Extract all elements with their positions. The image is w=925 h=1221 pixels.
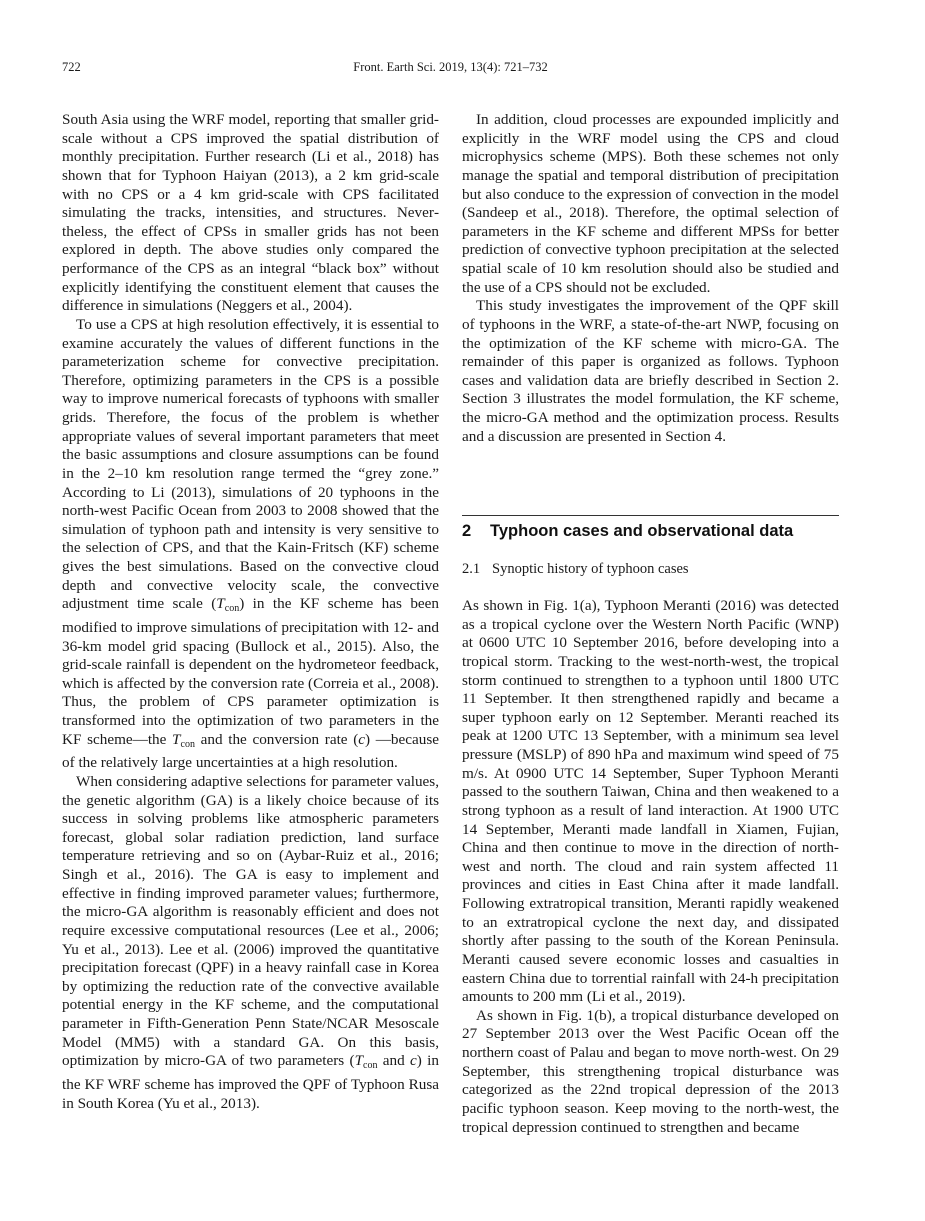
paragraph-text: ) in the KF scheme has been modified to improve simulations of precipitation with 12- and 36-km model grid spacing (Bullock et al., 2015). Also, the grid-scale rainfall is dependent on the hydrometeor feedback, which is affected by the conversion rate (Correia et al., 2008). Thus, the problem of CPS parameter optimization is transformed into the optimization of two parameters in the KF scheme—the — [62, 595, 439, 748]
subsection-number: 2.1 — [462, 561, 481, 577]
page-number: 722 — [62, 60, 81, 74]
section-heading — [462, 520, 839, 542]
paragraph-study-outline — [462, 297, 839, 446]
section-rule — [462, 515, 839, 516]
section-title: Typhoon cases and observational data — [490, 522, 794, 540]
paragraph-text: and — [377, 1052, 411, 1070]
paragraph-fig1b — [462, 1007, 839, 1137]
paragraph-text: In addition, cloud processes are expounded implicitly and explicitly in the WRF model using the CPS and cloud microphysics scheme (MPS). Both these schemes not only manage the spatial and temporal distribution of precipitation but also conduce to the expression of convection in the model (Sandeep et al., 2018). Therefore, the optimal selection of parameters in the KF scheme and different MPSs for better prediction of convective typhoon precipitation at the selected spatial scale of 10 km resolution should also be studied and the use of a CPS should not be excluded. — [462, 111, 839, 296]
subscript-con: con — [224, 603, 240, 615]
paragraph-text: ) in the KF WRF scheme has improved the QPF of Typhoon Rusa in South Korea (Yu et al., 2013). — [62, 1052, 439, 1112]
paragraph-text: South Asia using the WRF model, reporting that smaller grid-scale without a CPS improved the spatial distribution of monthly precipitation. Further research (Li et al., 2018) has shown that for Typhoon Haiyan (2013), a 2 km grid-scale with no CPS or a 4 km grid-scale with CPS facilitated simulating the tracks, intensities, and structures. Nevertheless, the effect of CPSs in smaller grids has not been explored in depth. The above studies only compared the performance of the CPS as an integral “black box” without explicitly identifying the constituent element that causes the difference in simulations (Neggers et al., 2004). — [62, 111, 439, 315]
paragraph-genetic-algorithm — [62, 773, 439, 1113]
right-column-upper — [462, 111, 839, 446]
right-column-lower — [462, 597, 839, 1137]
symbol-t-con — [216, 595, 240, 615]
paragraph-text: To use a CPS at high resolution effectively, it is essential to examine accurately the values of different functions in the parameterization scheme for convective precipitation. Therefore, optimizing parameters in the CPS is a possible way to improve numerical forecasts of typhoons with smaller grids. Therefore, the focus of the problem is whether appropriate values of several important parameters that meet the basic assumptions and closure assumptions can be found in the 2–10 km resolution range termed the “grey zone.” According to Li (2013), simulations of 20 typhoons in the north-west Pacific Ocean from 2003 to 2008 showed that the simulation of typhoon path and intensity is very sensitive to the selection of CPS, and that the Kain-Fritsch (KF) scheme gives the best simulations. Based on the convective cloud depth and convective velocity scale, the convective adjustment time scale ( — [62, 315, 439, 613]
subsection-title: Synoptic history of typhoon cases — [492, 561, 689, 577]
running-header — [62, 57, 839, 77]
symbol-t-con — [172, 731, 195, 748]
paragraph-text: ) —because of the relatively large uncertainties at a high resolution. — [62, 730, 439, 772]
symbol-c: c — [358, 730, 366, 748]
symbol-t-con — [354, 1052, 378, 1072]
paragraph-text: and the conversion rate ( — [194, 730, 359, 748]
paragraph-text: As shown in Fig. 1(a), Typhoon Meranti (2016) was detected as a tropical cyclone over the Western North Pacific (WNP) at 0600 UTC 10 September 2016, before developing into a tropical storm. Tracking to the west-north-west, the tropical storm continued to strengthen to a typhoon until 1800 UTC 11 September. It then strengthened rapidly and became a super typhoon early on 12 September. Meranti reached its peak at 1200 UTC 13 September, with a minimum sea level pressure (MSLP) of 890 hPa and maximum wind speed of 75 m/s. At 0900 UTC 14 September, Super Typhoon Meranti passed to the southern Taiwan, China and then weakened to a strong typhoon as a result of land interaction. At 1900 UTC 14 September, Meranti made landfall in Xiamen, Fujian, China and then continue to move in the direction of north-west and north. The cloud and rain system affected 11 provinces and cities in East China after it made landfall. Following extratropical transition, Meranti rapidly weakened to an extratropical cyclone the next day, and dissipated shortly after passing to the south of the Korean Peninsula. Meranti caused severe economic losses and casualties in eastern China due to torrential rainfall with 24-h precipitation amounts to 200 mm (Li et al., 2019). — [462, 597, 839, 1006]
paragraph-text: This study investigates the improvement of the QPF skill of typhoons in the WRF, a state-of-the-art NWP, focusing on the optimization of the KF scheme with micro-GA. The remainder of this paper is organized as follows. Typhoon cases and validation data are briefly described in Section 2. Section 3 illustrates the model formulation, the KF scheme, the micro-GA method and the optimization process. Results and a discussion are presented in Section 4. — [462, 297, 839, 445]
paragraph-text: When considering adaptive selections for parameter values, the genetic algorithm (GA) is a likely choice because of its success in solving problems like atmospheric parameters forecast, global solar radiation prediction, land surface temperature retrieving and so on (Aybar-Ruiz et al., 2016; Singh et al., 2016). The GA is easy to implement and effective in finding improved parameter values; furthermore, the micro-GA algorithm is reasonably efficient and does not require excessive computational resources (Lee et al., 2006; Yu et al., 2013). Lee et al. (2006) improved the quantitative precipitation forecast (QPF) in a heavy rainfall case in Korea by optimizing the reduction rate of the convective available potential energy in the KF scheme, and the computational parameter in Fifth-Generation Penn State/NCAR Mesoscale Model (MM5) with a standard GA. On this basis, optimization by micro-GA of two parameters ( — [62, 772, 439, 1070]
subscript-con: con — [180, 738, 195, 750]
journal-citation: Front. Earth Sci. 2019, 13(4): 721–732 — [353, 60, 548, 74]
symbol-t: T — [216, 595, 225, 613]
paragraph-meranti — [462, 597, 839, 1007]
section-number: 2 — [462, 522, 472, 540]
paragraph-text: As shown in Fig. 1(b), a tropical disturbance developed on 27 September 2013 over the West Pacific Ocean off the northern coast of Palau and began to move north-west. On 29 September, this strengthening tropical disturbance was categorized as the 22nd tropical depression of the 2013 pacific typhoon season. Keep moving to the north-west, the tropical depression continued to strengthen and became — [462, 1006, 839, 1136]
symbol-t: T — [354, 1052, 364, 1070]
subsection-heading — [462, 560, 839, 578]
paragraph-cps-high-resolution — [62, 316, 439, 773]
left-column — [62, 111, 439, 1113]
symbol-c: c — [410, 1052, 417, 1070]
symbol-t: T — [172, 730, 181, 748]
paragraph-continued — [62, 111, 439, 316]
section-2-header — [462, 515, 839, 578]
paragraph-cloud-processes — [462, 111, 839, 297]
subscript-con: con — [363, 1060, 378, 1072]
